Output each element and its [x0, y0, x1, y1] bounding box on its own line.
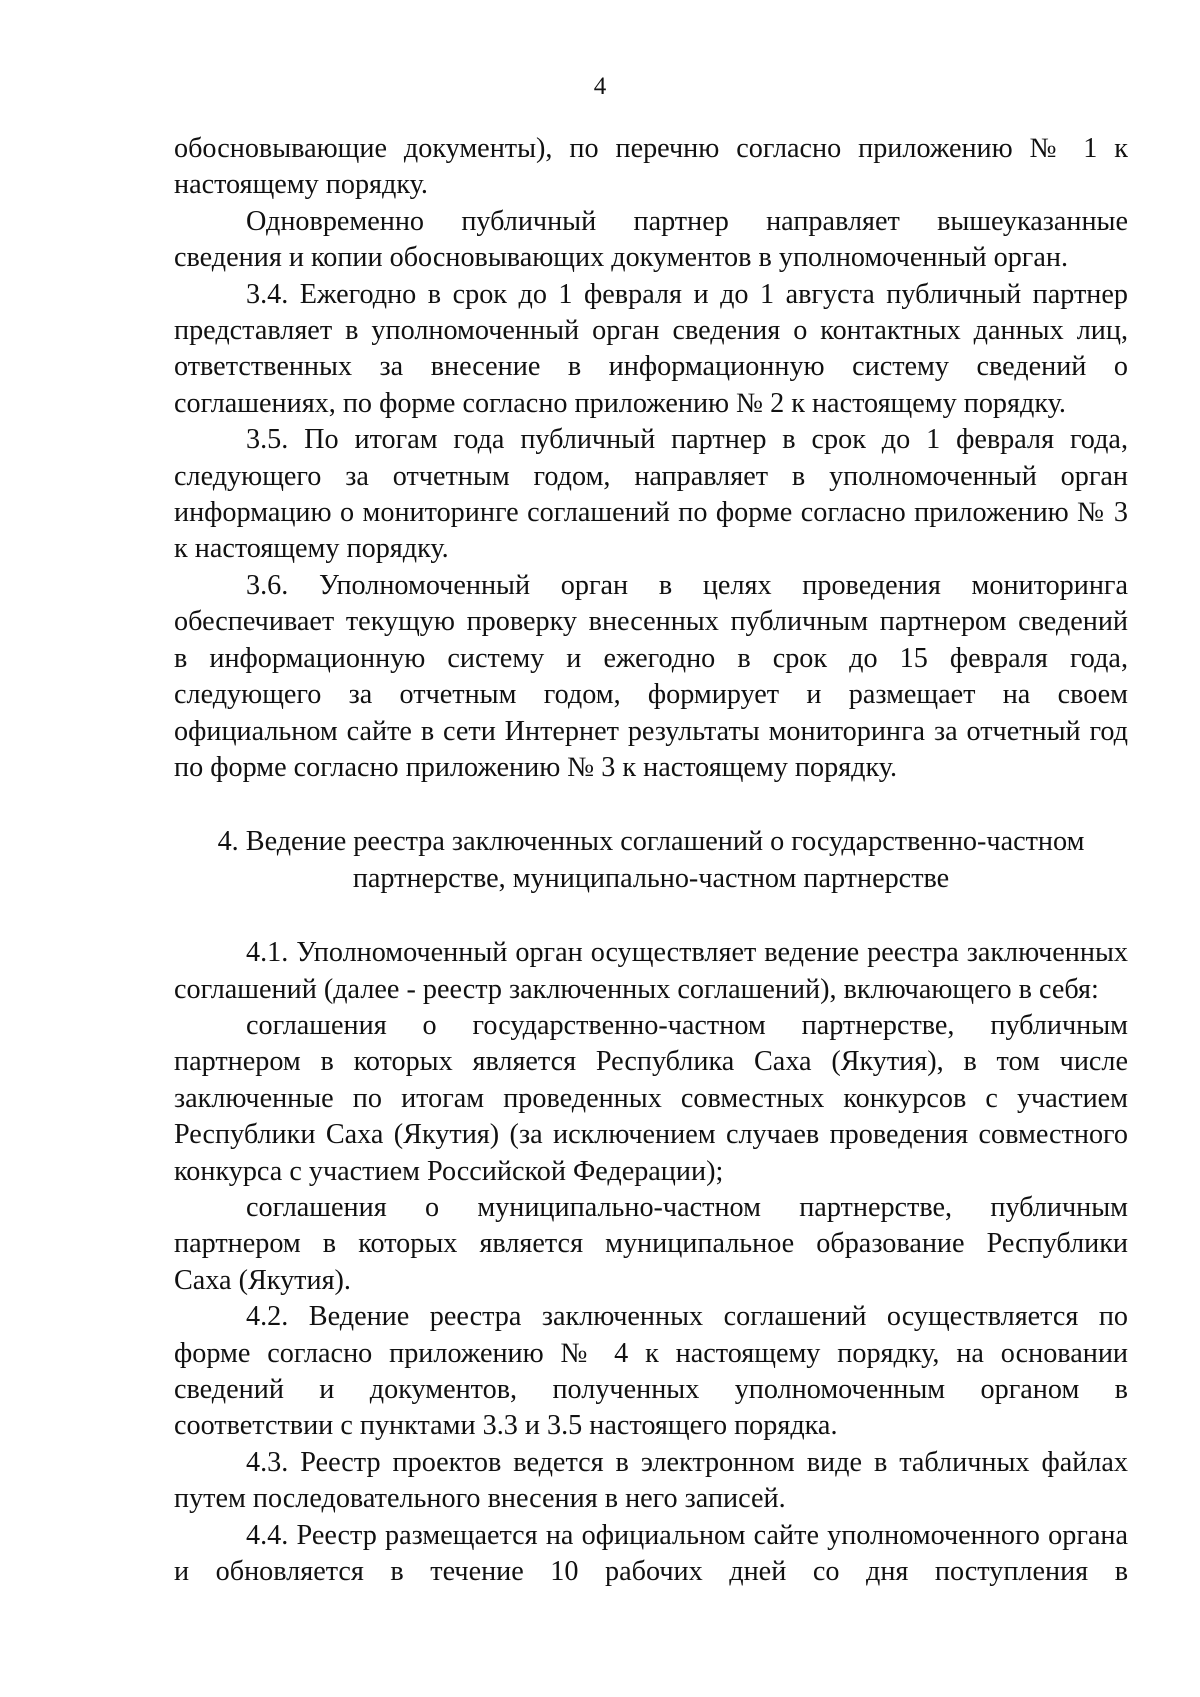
- text-line: официальном сайте в сети Интернет результаты мониторинга за отчетный год: [174, 715, 1128, 747]
- text-line: Республики Саха (Якутия) (за исключением случаев проведения совместного: [174, 1119, 1128, 1151]
- text-line: ответственных за внесение в информационную систему сведений о: [174, 351, 1128, 383]
- paragraph: [174, 204, 1128, 277]
- text-line: 3.6. Уполномоченный орган в целях проведения мониторинга: [246, 569, 1128, 601]
- text-line: сведения и копии обосновывающих документов в уполномоченный орган.: [174, 242, 1068, 274]
- paragraph: [174, 1190, 1128, 1299]
- text-line: 4.1. Уполномоченный орган осуществляет ведение реестра заключенных: [246, 937, 1128, 969]
- text-line: сведений и документов, полученных уполномоченным органом в: [174, 1374, 1128, 1405]
- text-line: Саха (Якутия).: [174, 1264, 351, 1296]
- paragraph: [174, 277, 1128, 423]
- text-line: 4.4. Реестр размещается на официальном сайте уполномоченного органа: [246, 1519, 1128, 1551]
- paragraph: [174, 131, 1128, 204]
- text-line: соглашения о государственно-частном партнерстве, публичным: [246, 1009, 1128, 1041]
- text-line: к настоящему порядку.: [174, 533, 449, 565]
- text-line: 3.5. По итогам года публичный партнер в срок до 1 февраля года,: [246, 424, 1128, 456]
- text-line: соглашений (далее - реестр заключенных соглашений), включающего в себя:: [174, 973, 1099, 1005]
- text-line: следующего за отчетным годом, формирует и размещает на своем: [174, 679, 1128, 711]
- paragraph: [174, 1299, 1128, 1445]
- text-line: настоящему порядку.: [174, 169, 428, 201]
- document-body: [174, 131, 1128, 1590]
- paragraph: [174, 568, 1128, 786]
- text-line: обосновывающие документы), по перечню согласно приложению № 1 к: [174, 133, 1128, 164]
- page-number: 4: [593, 73, 607, 100]
- text-line: следующего за отчетным годом, направляет в уполномоченный орган: [174, 460, 1128, 492]
- text-line: по форме согласно приложению № 3 к настоящему порядку.: [174, 751, 898, 783]
- paragraph: [174, 1008, 1128, 1190]
- text-line: информацию о мониторинге соглашений по форме согласно приложению № 3: [174, 497, 1128, 529]
- text-line: и обновляется в течение 10 рабочих дней со дня поступления в: [174, 1556, 1128, 1588]
- text-line: соответствии с пунктами 3.3 и 3.5 настоящего порядка.: [174, 1410, 838, 1442]
- text-line: 4.2. Ведение реестра заключенных соглашений осуществляется по: [246, 1301, 1128, 1333]
- text-line: соглашениях, по форме согласно приложению № 2 к настоящему порядку.: [174, 387, 1066, 419]
- paragraph: [174, 1445, 1128, 1518]
- text-line: 3.4. Ежегодно в срок до 1 февраля и до 1 августа публичный партнер: [246, 278, 1128, 310]
- text-line: конкурса с участием Российской Федерации);: [174, 1155, 724, 1187]
- paragraph: [174, 935, 1128, 1008]
- text-line: путем последовательного внесения в него записей.: [174, 1483, 786, 1515]
- text-line: 4.3. Реестр проектов ведется в электронном виде в табличных файлах: [246, 1446, 1128, 1478]
- text-line: партнером в которых является муниципальное образование Республики: [174, 1228, 1128, 1260]
- text-line: форме согласно приложению № 4 к настоящему порядку, на основании: [174, 1337, 1128, 1369]
- heading-line: партнерстве, муниципально-частном партнерстве: [352, 862, 950, 894]
- text-line: заключенные по итогам проведенных совместных конкурсов с участием: [174, 1082, 1128, 1114]
- paragraph: [174, 1518, 1128, 1591]
- text-line: Одновременно публичный партнер направляет вышеуказанные: [246, 205, 1128, 237]
- text-line: партнером в которых является Республика Саха (Якутия), в том числе: [174, 1046, 1128, 1078]
- text-line: соглашения о муниципально-частном партнерстве, публичным: [246, 1191, 1128, 1223]
- paragraph: [174, 422, 1128, 568]
- text-line: обеспечивает текущую проверку внесенных публичным партнером сведений: [174, 606, 1128, 638]
- section-heading: [174, 824, 1128, 897]
- text-line: представляет в уполномоченный орган сведения о контактных данных лиц,: [174, 315, 1128, 347]
- text-line: в информационную систему и ежегодно в срок до 15 февраля года,: [174, 642, 1128, 674]
- heading-line: 4. Ведение реестра заключенных соглашений о государственно-частном: [217, 826, 1085, 858]
